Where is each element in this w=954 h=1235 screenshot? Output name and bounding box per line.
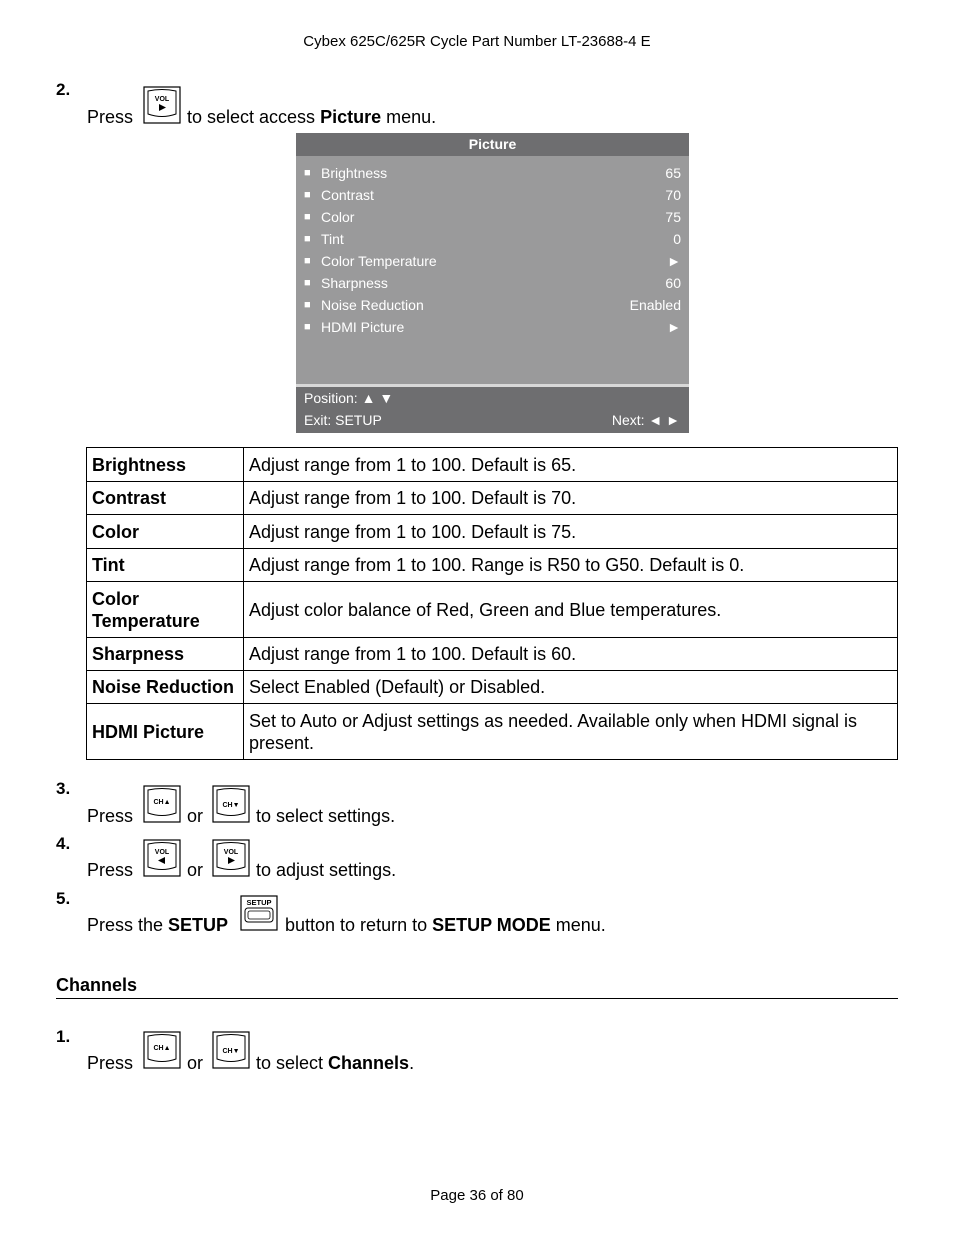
picture-menu-title: Picture — [296, 133, 689, 156]
setting-description: Adjust range from 1 to 100. Default is 70. — [244, 482, 898, 515]
setting-name: Contrast — [87, 482, 244, 515]
setup-button-icon — [240, 895, 278, 931]
svg-text:VOL: VOL — [154, 849, 170, 856]
step-2-bold: Picture — [320, 107, 382, 127]
step-number: 5. — [56, 889, 71, 908]
step-5-bold-b: SETUP MODE — [432, 915, 551, 935]
step-4-press: Press — [87, 860, 134, 880]
ch-up-icon — [143, 1031, 181, 1069]
table-row — [87, 671, 898, 704]
channels-step-bold: Channels — [328, 1053, 410, 1073]
picture-menu-screenshot — [296, 133, 689, 433]
osd-value: ► — [667, 319, 681, 335]
page-footer: Page 36 of 80 — [430, 1187, 524, 1204]
bullet-icon: ■ — [304, 321, 311, 333]
setting-name: Tint — [87, 549, 244, 582]
step-number: 3. — [56, 779, 71, 798]
setting-name: Color — [87, 515, 244, 549]
osd-position-hint: Position: ▲ ▼ — [304, 390, 394, 406]
setting-description: Adjust color balance of Red, Green and Blue temperatures. — [244, 582, 898, 638]
osd-row — [304, 294, 681, 316]
ch-up-icon — [143, 785, 181, 823]
svg-text:CH▲: CH▲ — [153, 1045, 171, 1052]
bullet-icon: ■ — [304, 277, 311, 289]
osd-value: 70 — [665, 187, 681, 203]
setting-description: Select Enabled (Default) or Disabled. — [244, 671, 898, 704]
osd-value: 75 — [665, 209, 681, 225]
vol-right-icon — [212, 839, 250, 877]
channels-step-text-b: . — [409, 1053, 415, 1073]
osd-row — [304, 228, 681, 250]
svg-text:CH▲: CH▲ — [153, 799, 171, 806]
osd-footer — [296, 387, 689, 433]
step-4-or: or — [187, 860, 204, 880]
svg-text:VOL: VOL — [154, 96, 170, 103]
setting-description: Adjust range from 1 to 100. Default is 65. — [244, 448, 898, 482]
setting-description: Set to Auto or Adjust settings as needed. Available only when HDMI signal is present. — [244, 704, 898, 760]
osd-value: Enabled — [629, 297, 681, 313]
picture-settings-table — [86, 447, 898, 760]
step-5-text-c: menu. — [550, 915, 606, 935]
osd-row — [304, 272, 681, 294]
osd-label: Color Temperature — [321, 253, 437, 269]
table-row — [87, 582, 898, 638]
table-row — [87, 448, 898, 482]
step-2-text-b: menu. — [381, 107, 437, 127]
page-header: Cybex 625C/625R Cycle Part Number LT-23688-4 E — [303, 33, 651, 50]
table-row — [87, 638, 898, 671]
bullet-icon: ■ — [304, 233, 311, 245]
step-4-text: to adjust settings. — [256, 860, 397, 880]
bullet-icon: ■ — [304, 255, 311, 267]
setting-description: Adjust range from 1 to 100. Default is 60. — [244, 638, 898, 671]
vol-right-icon — [143, 86, 181, 124]
osd-value: 60 — [665, 275, 681, 291]
setting-description: Adjust range from 1 to 100. Range is R50 to G50. Default is 0. — [244, 549, 898, 582]
setting-description: Adjust range from 1 to 100. Default is 75. — [244, 515, 898, 549]
section-divider — [56, 998, 898, 999]
osd-value: 0 — [673, 231, 681, 247]
channels-step-text — [256, 1053, 414, 1074]
step-3-text: to select settings. — [256, 806, 396, 826]
osd-label: HDMI Picture — [321, 319, 405, 335]
channels-step-press: Press — [87, 1053, 134, 1073]
osd-row — [304, 184, 681, 206]
step-5-text-end — [285, 915, 606, 936]
step-5-text-b: button to return to — [285, 915, 433, 935]
step-5-bold-a: SETUP — [168, 915, 229, 935]
setting-name: Brightness — [87, 448, 244, 482]
osd-label: Color — [321, 209, 355, 225]
step-number: 4. — [56, 834, 71, 853]
osd-row — [304, 206, 681, 228]
setting-name: Color Temperature — [87, 582, 244, 638]
osd-label: Noise Reduction — [321, 297, 424, 313]
step-5-text-start — [87, 915, 228, 936]
osd-value: ► — [667, 253, 681, 269]
osd-next-hint: Next: ◄ ► — [611, 412, 680, 428]
step-2-text — [187, 107, 436, 128]
ch-down-icon — [212, 1031, 250, 1069]
osd-label: Brightness — [321, 165, 388, 181]
channels-step-or: or — [187, 1053, 204, 1073]
osd-row — [304, 250, 681, 272]
svg-text:SETUP: SETUP — [246, 898, 272, 907]
bullet-icon: ■ — [304, 299, 311, 311]
bullet-icon: ■ — [304, 167, 311, 179]
table-row — [87, 515, 898, 549]
bullet-icon: ■ — [304, 211, 311, 223]
table-row — [87, 704, 898, 760]
step-2-text-a: to select access — [187, 107, 321, 127]
osd-label: Contrast — [321, 187, 374, 203]
svg-text:VOL: VOL — [223, 849, 239, 856]
osd-row — [304, 316, 681, 338]
vol-left-icon — [143, 839, 181, 877]
ch-down-icon — [212, 785, 250, 823]
step-number: 1. — [56, 1027, 71, 1046]
osd-exit-hint: Exit: SETUP — [304, 412, 382, 428]
svg-text:CH▼: CH▼ — [222, 802, 240, 809]
osd-row — [304, 162, 681, 184]
setting-name: Sharpness — [87, 638, 244, 671]
channels-step-text-a: to select — [256, 1053, 329, 1073]
osd-label: Sharpness — [321, 275, 388, 291]
osd-value: 65 — [665, 165, 681, 181]
step-5-text-a: Press the — [87, 915, 169, 935]
osd-label: Tint — [321, 231, 344, 247]
table-row — [87, 549, 898, 582]
setting-name: Noise Reduction — [87, 671, 244, 704]
setting-name: HDMI Picture — [87, 704, 244, 760]
step-3-or: or — [187, 806, 204, 826]
step-number: 2. — [56, 80, 71, 99]
bullet-icon: ■ — [304, 189, 311, 201]
channels-heading: Channels — [56, 975, 138, 995]
step-2-press: Press — [87, 107, 134, 127]
table-row — [87, 482, 898, 515]
step-3-press: Press — [87, 806, 134, 826]
svg-text:CH▼: CH▼ — [222, 1048, 240, 1055]
